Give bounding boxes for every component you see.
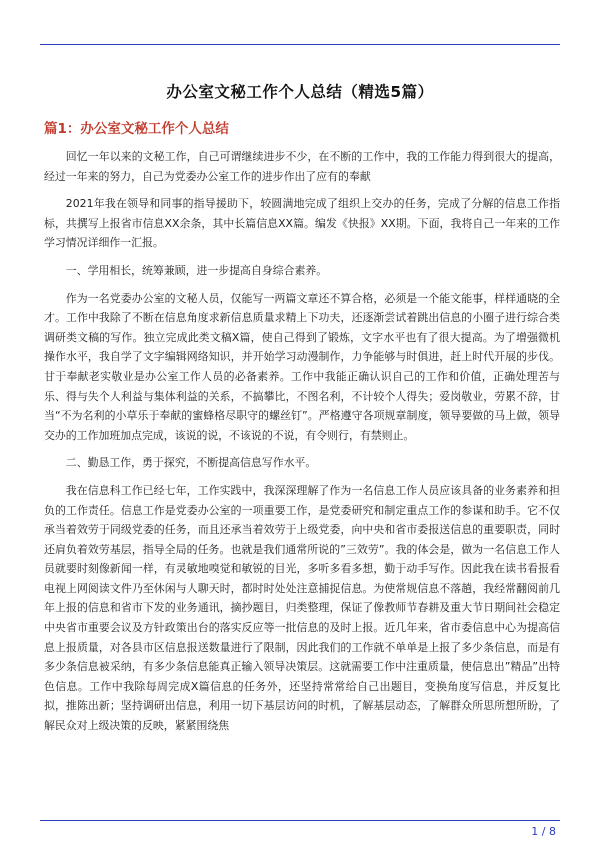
subheading-one: 一、学用相长，统筹兼顾，进一步提高自身综合素养。 bbox=[65, 263, 328, 277]
page-title: 办公室文秘工作个人总结（精选5篇） bbox=[166, 83, 434, 101]
page-number: 1 / 8 bbox=[531, 825, 556, 838]
section-heading: 篇1：办公室文秘工作个人总结 bbox=[44, 121, 229, 137]
document-body bbox=[44, 147, 560, 744]
header-rule bbox=[40, 44, 560, 45]
paragraph-summary: 2021年我在领导和同事的指导援助下，较圆满地完成了组织上交办的任务，完成了分解的信息工作指标，共撰写上报省市信息XX余条，其中长篇信息XX篇。编发《快报》XX期。下面，我将自己一年来的工作学习情况详细作一汇报。 bbox=[44, 197, 560, 250]
footer-rule bbox=[40, 820, 560, 821]
paragraph-intro: 回忆一年以来的文秘工作，自己可谓继续进步不少，在不断的工作中，我的工作能力得到很大的提高，经过一年来的努力，自己为党委办公室工作的进步作出了应有的奉献 bbox=[44, 150, 560, 183]
paragraph-body-two: 我在信息科工作已经七年，工作实践中，我深深理解了作为一名信息工作人员应该具备的业务素养和担负的工作责任。信息工作是党委办公室的一项重要工作，是党委研究和制定重点工作的参谋和助手。它不仅承当着效劳于同级党委的任务，而且还承当着效劳于上级党委，向中央和省市委报送信息的重要职责，同时还肩负着效劳基层，指导全局的任务。也就是我们通常所说的”三效劳”。我的体会是，做为一名信息工作人员就要时刻像新闻一样，有灵敏地嗅觉和敏锐的目光，多听多看多想，勤于动手写作。因此我在读书看报看电视上网阅读文件乃至休闲与人聊天时，都时时处处注意捕捉信息。为使常规信息不落趟，我经常翻阅前几年上报的信息和省市下发的业务通讯，摘抄题目，归类整理，保证了像教师节春耕及重大节日期间社会稳定中央省市重要会议及方针政策出台的落实反应等一批信息的及时上报。近几年来，省市委信息中心为提高信息上报质量，对各县市区信息报送数量进行了限制，因此我们的工作就不单单是上报了多少条信息，而是有多少条信息被采纳，有多少条信息能真正输入领导决策层。这就需要工作中注重质量，使信息出”精品”出特色信息。工作中我除每周完成X篇信息的任务外，还坚持常常给自己出题目，变换角度写信息，并反复比拟，推陈出新；坚持调研出信息，利用一切下基层访问的时机，了解基层动态，了解群众所思所想所盼，了解民众对上级决策的反映，紧紧围绕焦 bbox=[44, 483, 560, 733]
paragraph-body-one: 作为一名党委办公室的文秘人员，仅能写一两篇文章还不算合格，必须是一个能文能事，样样通晓的全才。工作中我除了不断在信息角度求新信息质量求精上下功夫，还逐渐尝试着跳出信息的小圈子进行综合类调研类文稿的写作。独立完成此类文稿X篇，使自己得到了锻炼，文字水平也有了很大提高。为了增强微机操作水平，我自学了文字编辑网络知识，并开始学习动漫制作，力争能够与时俱进，赶上时代开展的步伐。甘于奉献老实敬业是办公室工作人员的必备素养。工作中我能正确认识自己的工作和价值，正确处理苦与乐、得与失个人利益与集体利益的关系，不搞攀比，不图名利，不计较个人得失；爱岗敬业，劳累不辞，甘当“不为名利的小草乐于奉献的蜜蜂格尽职守的螺丝钉”。严格遵守各项规章制度，领导要做的马上做，领导交办的工作加班加点完成，该说的说，不该说的不说，有令则行，有禁则止。 bbox=[44, 291, 560, 442]
subheading-two: 二、勤恳工作，勇于探究，不断提高信息写作水平。 bbox=[65, 456, 317, 470]
